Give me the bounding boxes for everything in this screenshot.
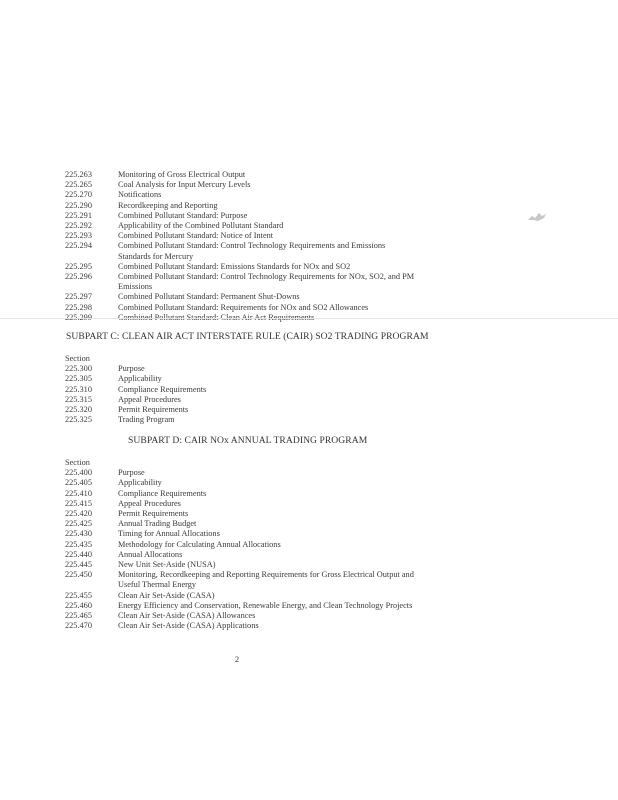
section-row [65, 509, 415, 519]
section-title: Appeal Procedures [118, 394, 181, 404]
section-row [65, 211, 415, 221]
section-row [65, 231, 415, 241]
section-number: 225.300 [65, 364, 92, 374]
section-number: 225.465 [65, 611, 92, 621]
section-title: Clean Air Set-Aside (CASA) Applications [118, 621, 259, 631]
section-title: Annual Allocations [118, 549, 183, 559]
section-row [65, 489, 415, 499]
section-list-top [65, 170, 415, 323]
section-row [65, 385, 415, 395]
subpart-c-heading: SUBPART C: CLEAN AIR ACT INTERSTATE RULE (CAIR) SO2 TRADING PROGRAM [66, 331, 429, 342]
section-row [65, 241, 415, 261]
section-number: 225.298 [65, 302, 92, 312]
section-row [65, 468, 415, 478]
section-title: Combined Pollutant Standard: Control Technology Requirements and Emissions Standards for Mercury [118, 241, 386, 261]
section-number: 225.294 [65, 241, 92, 251]
section-title: Monitoring of Gross Electrical Output [118, 170, 246, 179]
section-row [65, 374, 415, 384]
subpart-d-heading: SUBPART D: CAIR NOx ANNUAL TRADING PROGRAM [128, 435, 368, 446]
section-row [65, 601, 415, 611]
subpart-c-block [65, 354, 415, 425]
section-row [65, 364, 415, 374]
section-number: 225.400 [65, 468, 92, 478]
section-number: 225.270 [65, 190, 92, 200]
section-number: 225.291 [65, 210, 92, 220]
section-number: 225.292 [65, 221, 92, 231]
section-row [65, 405, 415, 415]
section-number: 225.435 [65, 539, 92, 549]
section-number: 225.290 [65, 200, 92, 210]
section-row [65, 262, 415, 272]
section-row [65, 499, 415, 509]
section-number: 225.460 [65, 600, 92, 610]
section-title: Applicability of the Combined Pollutant Standard [118, 221, 284, 231]
section-title: Combined Pollutant Standard: Requirements for NOx and SO2 Allowances [118, 302, 369, 312]
section-title: Applicability [118, 374, 162, 384]
section-row [65, 621, 415, 631]
section-title: Energy Efficiency and Conservation, Renewable Energy, and Clean Technology Projects [118, 600, 413, 610]
section-row [65, 272, 415, 292]
section-title: Combined Pollutant Standard: Permanent Shut-Downs [118, 292, 300, 302]
section-title: Purpose [118, 468, 145, 478]
section-number: 225.420 [65, 509, 92, 519]
section-number: 225.415 [65, 498, 92, 508]
section-row [65, 550, 415, 560]
section-number: 225.450 [65, 570, 92, 580]
section-number: 225.305 [65, 374, 92, 384]
section-title: Appeal Procedures [118, 498, 181, 508]
section-title: Clean Air Set-Aside (CASA) [118, 590, 215, 600]
section-number: 225.425 [65, 519, 92, 529]
section-title: Combined Pollutant Standard: Notice of Intent [118, 231, 274, 241]
section-row [65, 540, 415, 550]
subpart-d-list [65, 468, 415, 631]
section-title: Combined Pollutant Standard: Control Technology Requirements for NOx, SO2, and PM Emissions [118, 272, 415, 292]
section-number: 225.296 [65, 272, 92, 282]
section-title: Purpose [118, 364, 145, 374]
section-title: New Unit Set-Aside (NUSA) [118, 560, 216, 570]
section-title: Combined Pollutant Standard: Purpose [118, 210, 248, 220]
section-title: Clean Air Set-Aside (CASA) Allowances [118, 611, 256, 621]
section-row [65, 221, 415, 231]
section-number: 225.440 [65, 549, 92, 559]
section-number: 225.265 [65, 180, 92, 190]
section-row [65, 395, 415, 405]
section-title: Timing for Annual Allocations [118, 529, 220, 539]
section-row [65, 292, 415, 302]
scan-artifact-line [0, 318, 618, 319]
section-number: 225.430 [65, 529, 92, 539]
page-number: 2 [234, 654, 240, 664]
section-number: 225.315 [65, 394, 92, 404]
section-number: 225.263 [65, 170, 92, 179]
section-label: Section [65, 458, 90, 467]
section-title: Permit Requirements [118, 405, 189, 415]
section-row [65, 170, 415, 180]
section-number: 225.470 [65, 621, 92, 631]
section-title: Permit Requirements [118, 509, 189, 519]
section-title: Combined Pollutant Standard: Emissions Standards for NOx and SO2 [118, 261, 351, 271]
section-row [65, 519, 415, 529]
section-number: 225.295 [65, 261, 92, 271]
section-number: 225.405 [65, 478, 92, 488]
section-row [65, 478, 415, 488]
section-title: Applicability [118, 478, 162, 488]
section-title: Trading Program [118, 415, 175, 425]
section-row [65, 190, 415, 200]
section-number: 225.310 [65, 384, 92, 394]
section-title: Compliance Requirements [118, 384, 207, 394]
section-title: Methodology for Calculating Annual Allocations [118, 539, 281, 549]
section-row [65, 560, 415, 570]
section-number: 225.297 [65, 292, 92, 302]
section-row [65, 180, 415, 190]
section-row [65, 415, 415, 425]
section-number: 225.325 [65, 415, 92, 425]
section-title: Monitoring, Recordkeeping and Reporting Requirements for Gross Electrical Output and Useful Thermal Energy [118, 570, 414, 590]
subpart-c-list [65, 364, 415, 425]
subpart-d-block [65, 458, 415, 631]
section-row [65, 303, 415, 313]
section-title: Annual Trading Budget [118, 519, 197, 529]
section-row [65, 611, 415, 621]
section-number: 225.445 [65, 560, 92, 570]
section-number: 225.320 [65, 405, 92, 415]
ink-smudge-mark [526, 210, 548, 224]
section-label: Section [65, 354, 90, 363]
section-row [65, 591, 415, 601]
section-title: Compliance Requirements [118, 488, 207, 498]
section-title: Coal Analysis for Input Mercury Levels [118, 180, 251, 190]
section-row [65, 570, 415, 590]
section-number: 225.410 [65, 488, 92, 498]
section-number: 225.455 [65, 590, 92, 600]
section-row [65, 529, 415, 539]
section-title: Notifications [118, 190, 162, 200]
section-number: 225.293 [65, 231, 92, 241]
section-title: Recordkeeping and Reporting [118, 200, 218, 210]
section-row [65, 201, 415, 211]
